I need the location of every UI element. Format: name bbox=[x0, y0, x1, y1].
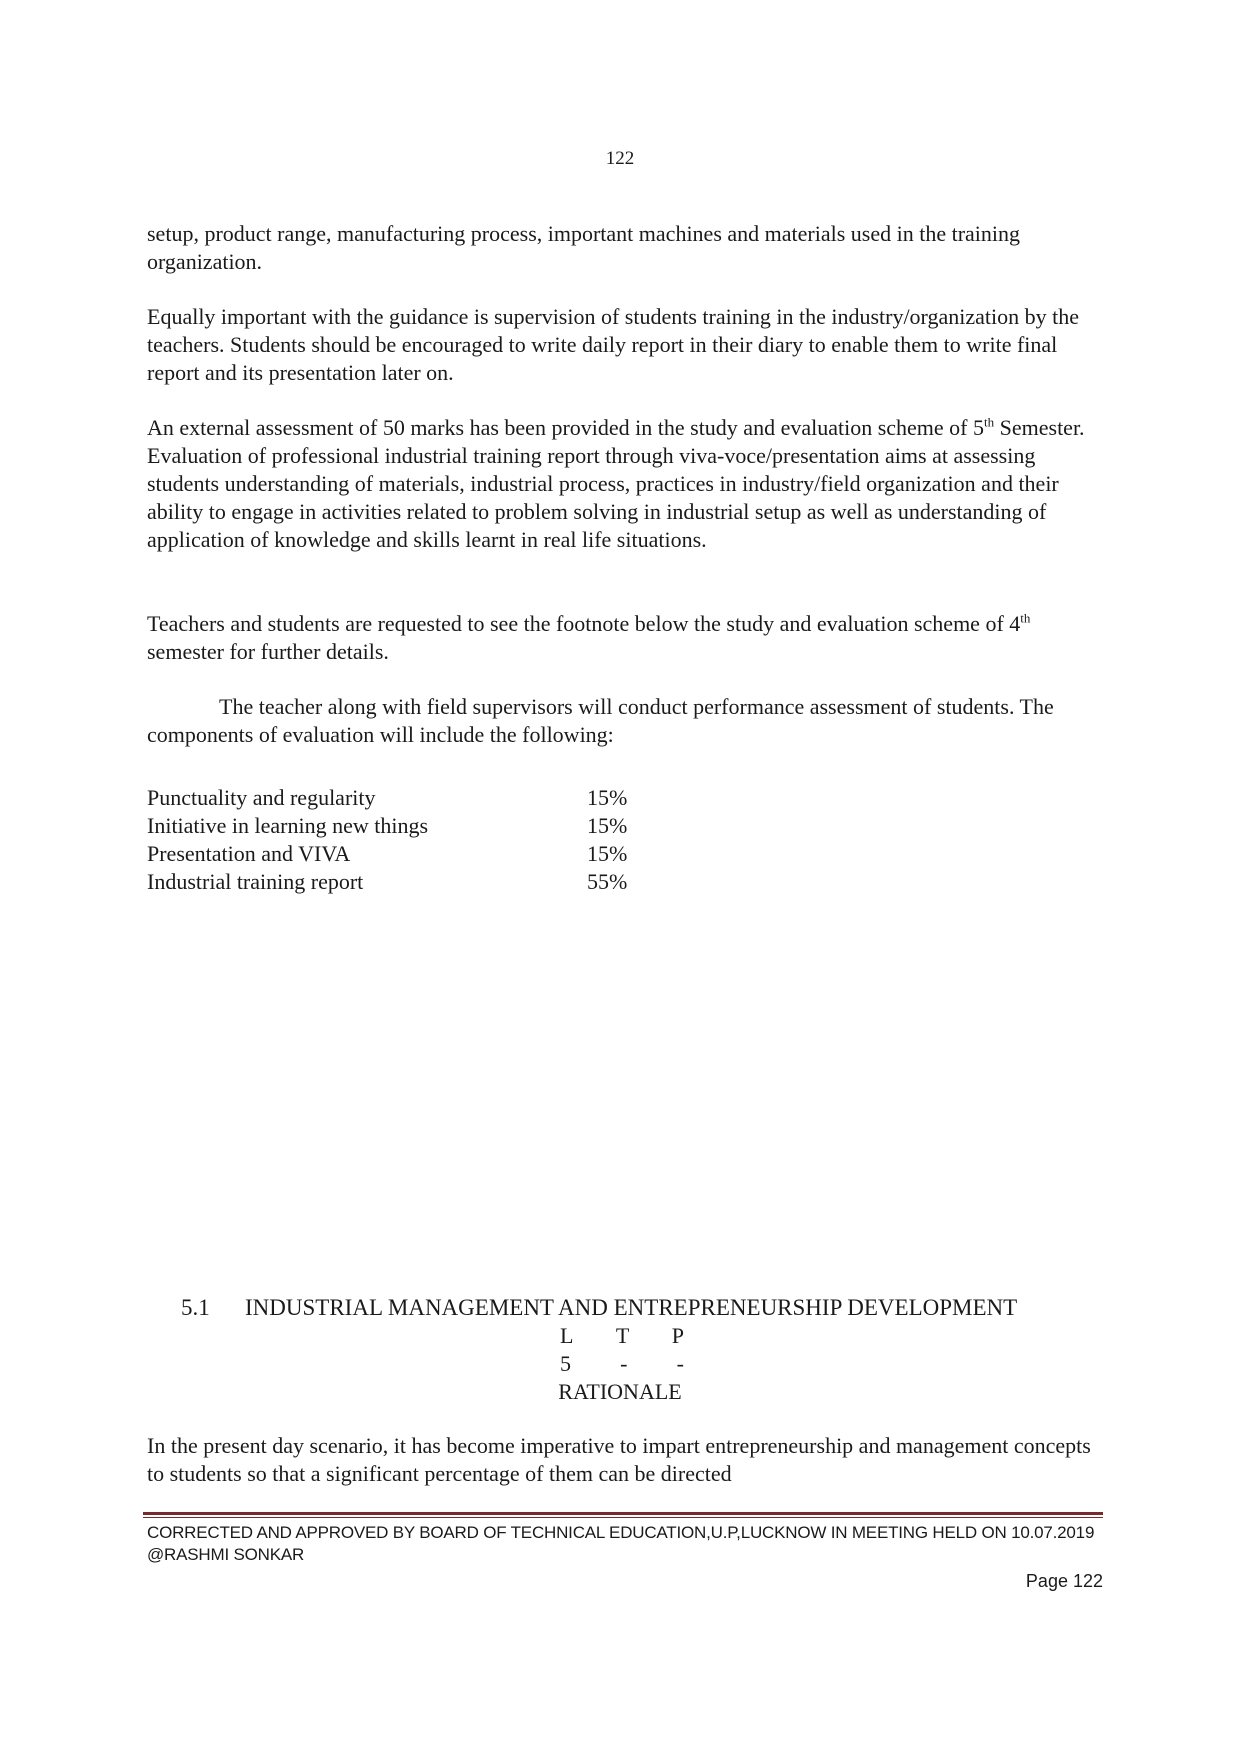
rationale-heading: RATIONALE bbox=[558, 1379, 682, 1404]
section-number: 5.1 bbox=[181, 1295, 210, 1320]
paragraph-footnote-reference bbox=[147, 610, 1107, 666]
component-value: 15% bbox=[587, 841, 628, 866]
ltp-value-l: 5 bbox=[560, 1351, 571, 1376]
component-label: Industrial training report bbox=[147, 869, 364, 894]
table-row bbox=[147, 812, 667, 840]
ltp-value-t: - bbox=[620, 1351, 628, 1376]
footer-approval-text: CORRECTED AND APPROVED BY BOARD OF TECHNICAL EDUCATION,U.P,LUCKNOW IN MEETING HELD ON 10.07.2019 @RASHMI SONKAR bbox=[147, 1523, 1095, 1564]
p3-text-b: Semester. Evaluation of professional industrial training report through viva-voce/presentation aims at assessing students understanding of materials, industrial process, practices in industry/field organization and their ability to engage in activities related to problem solving in industrial setup as well as understanding of application of knowledge and skills learnt in real life situations. bbox=[147, 415, 1085, 552]
component-label: Punctuality and regularity bbox=[147, 785, 376, 810]
evaluation-components-table bbox=[147, 784, 667, 896]
p3-superscript: th bbox=[984, 414, 995, 430]
component-label: Presentation and VIVA bbox=[147, 841, 351, 866]
section-title: INDUSTRIAL MANAGEMENT AND ENTREPRENEURSHIP DEVELOPMENT bbox=[245, 1295, 1018, 1320]
footer-divider-thin bbox=[143, 1517, 1103, 1518]
table-row bbox=[147, 784, 667, 812]
component-value: 15% bbox=[587, 813, 628, 838]
paragraph-external-assessment bbox=[147, 414, 1107, 554]
ltp-header-p: P bbox=[671, 1323, 684, 1348]
footer-divider-thick bbox=[143, 1512, 1103, 1515]
paragraph-performance-assessment: The teacher along with field supervisors will conduct performance assessment of students. The components of evaluation will include the following: bbox=[147, 694, 1054, 747]
ltp-header-row bbox=[560, 1322, 684, 1350]
footer-page-number: Page 122 bbox=[1025, 1571, 1103, 1591]
p4-superscript: th bbox=[1020, 610, 1031, 626]
paragraph-setup: setup, product range, manufacturing process, important machines and materials used in the training organization. bbox=[147, 221, 1021, 274]
ltp-header-l: L bbox=[560, 1323, 574, 1348]
p4-text-a: Teachers and students are requested to see the footnote below the study and evaluation scheme of 4 bbox=[147, 611, 1021, 636]
component-value: 15% bbox=[587, 785, 628, 810]
section-heading bbox=[181, 1294, 1017, 1322]
p4-text-b: semester for further details. bbox=[147, 639, 389, 664]
component-label: Initiative in learning new things bbox=[147, 813, 429, 838]
component-value: 55% bbox=[587, 869, 628, 894]
paragraph-rationale: In the present day scenario, it has become imperative to impart entrepreneurship and management concepts to students so that a significant percentage of them can be directed bbox=[147, 1433, 1091, 1486]
header-page-number: 122 bbox=[605, 148, 635, 169]
paragraph-supervision: Equally important with the guidance is supervision of students training in the industry/organization by the teachers. Students should be encouraged to write daily report in their diary to enable them to write final report and its presentation later on. bbox=[147, 304, 1079, 385]
table-row bbox=[147, 868, 667, 896]
ltp-header-t: T bbox=[615, 1323, 630, 1348]
p3-text-a: An external assessment of 50 marks has been provided in the study and evaluation scheme of 5 bbox=[147, 415, 984, 440]
ltp-values-row bbox=[560, 1350, 684, 1378]
ltp-value-p: - bbox=[676, 1351, 684, 1376]
table-row bbox=[147, 840, 667, 868]
